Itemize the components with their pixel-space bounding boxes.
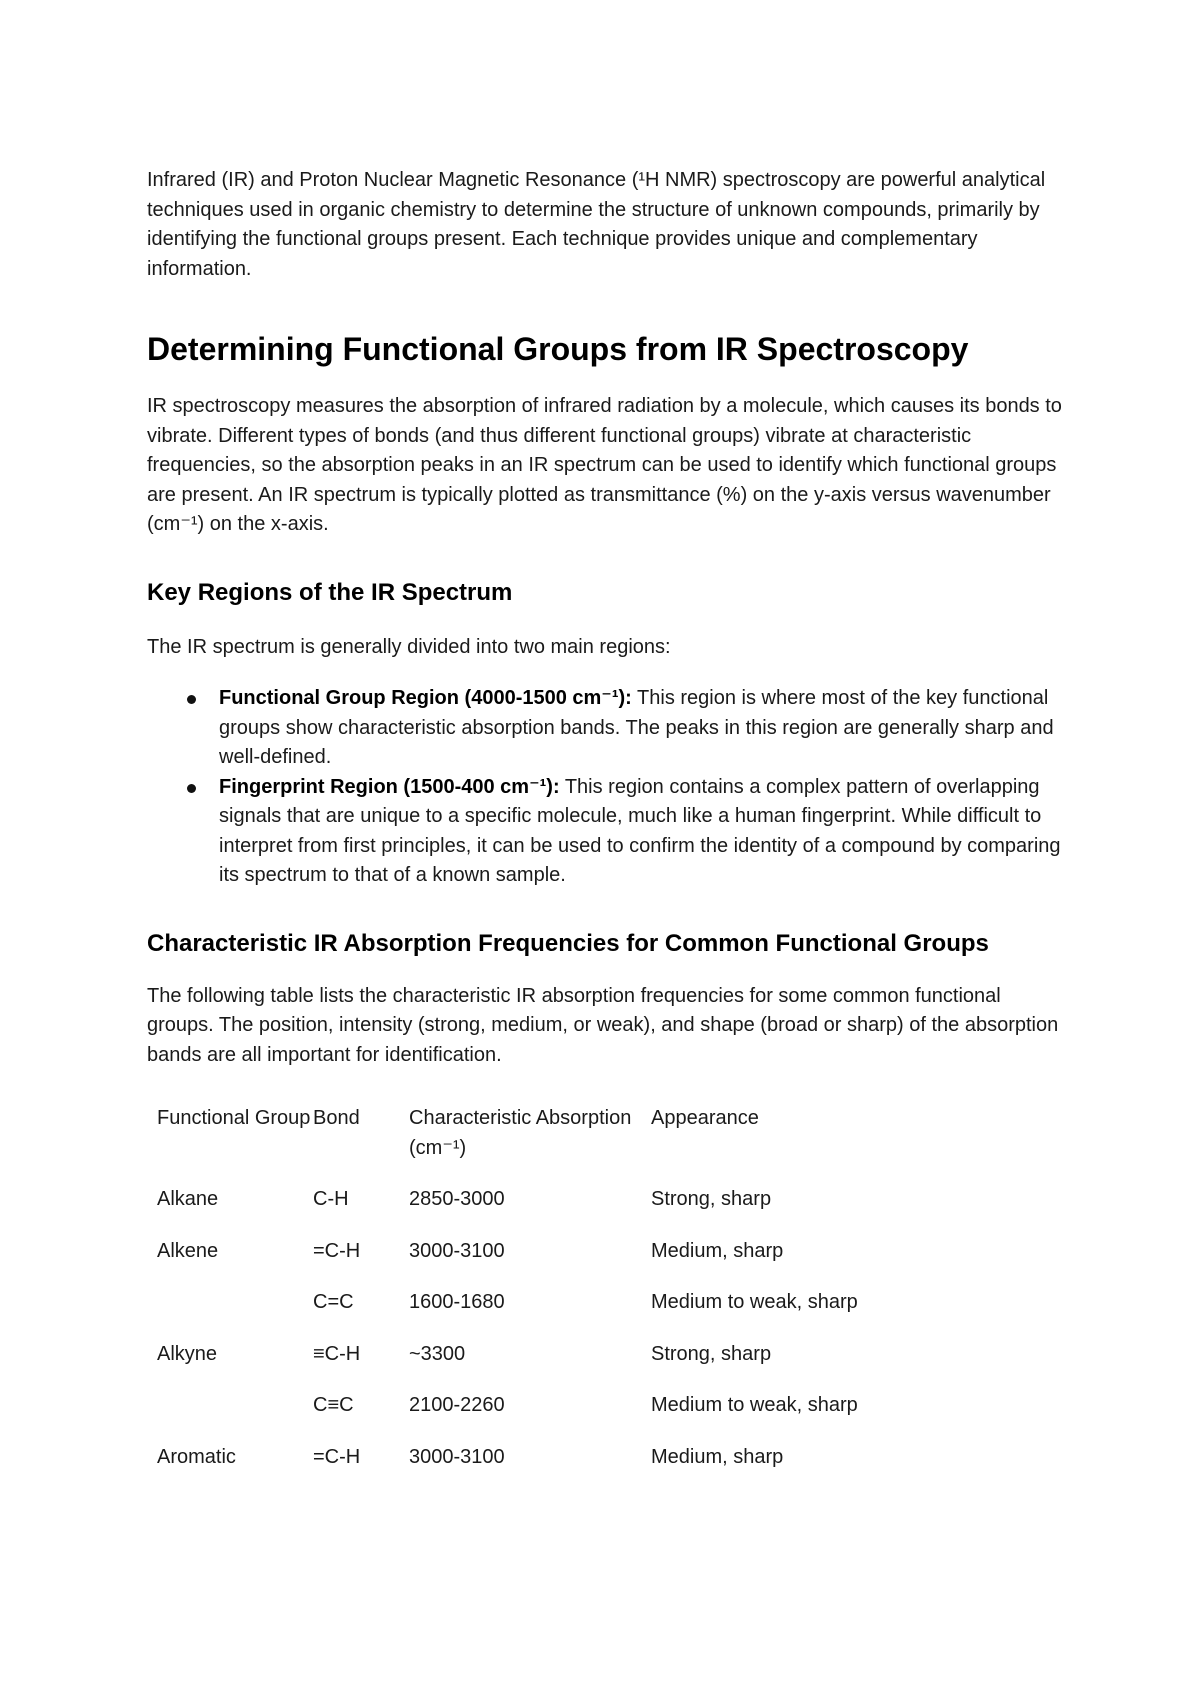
- table-cell: Strong, sharp: [651, 1188, 772, 1210]
- header-cell: Functional Group: [157, 1107, 311, 1129]
- table-cell: 3000-3100: [409, 1445, 505, 1468]
- intro-paragraph: Infrared (IR) and Proton Nuclear Magnetic Resonance (¹H NMR) spectroscopy are powerful analytical techniques used in organic chemistry to determine the structure of unknown compounds, primarily by identifying the functional groups present. Each technique provides unique and complementary information.: [147, 169, 1046, 280]
- region-text: This region contains a complex pattern of overlapping signals that are unique to a specific molecule, much like a human fingerprint. While difficult to interpret from first principles, it can be used to confirm the identity of a compound by comparing its spectrum to that of a known sample.: [219, 775, 1061, 886]
- table-cell: C=C: [313, 1291, 354, 1313]
- table-heading: Characteristic IR Absorption Frequencies for Common Functional Groups: [147, 929, 989, 957]
- table-cell: 2850-3000: [409, 1188, 505, 1210]
- table-cell: Aromatic: [157, 1445, 236, 1468]
- regions-list: [147, 684, 1067, 891]
- table-cell: Medium to weak, sharp: [651, 1291, 858, 1313]
- table-row: [147, 1421, 981, 1473]
- table-cell: Alkyne: [157, 1342, 218, 1365]
- table-cell: =C-H: [313, 1445, 361, 1468]
- table-cell: [147, 1369, 313, 1421]
- ir-paragraph: IR spectroscopy measures the absorption of infrared radiation by a molecule, which causes its bonds to vibrate. Different types of bonds (and thus different functional groups) vibrate at characteristic frequencies, so the absorption peaks in an IR spectrum can be used to identify which functional groups are present. An IR spectrum is typically plotted as transmittance (%) on the y-axis versus wavenumber (cm⁻¹) on the x-axis.: [147, 395, 1062, 535]
- table-cell: Strong, sharp: [651, 1342, 772, 1365]
- table-row: [147, 1215, 981, 1267]
- table-cell: 1600-1680: [409, 1291, 505, 1313]
- table-row: [147, 1369, 981, 1421]
- table-row: [147, 1318, 981, 1370]
- region-title: Fingerprint Region (1500-400 cm⁻¹):: [219, 775, 560, 798]
- table-cell: =C-H: [313, 1239, 361, 1262]
- header-cell: Characteristic Absorption (cm⁻¹): [409, 1107, 632, 1159]
- bullet-icon: [187, 784, 196, 793]
- table-cell: Medium to weak, sharp: [651, 1394, 858, 1416]
- table-cell: Medium, sharp: [651, 1239, 784, 1262]
- table-row: [147, 1266, 981, 1318]
- table-cell: [147, 1266, 313, 1318]
- regions-intro: The IR spectrum is generally divided into two main regions:: [147, 635, 671, 658]
- header-cell: Bond: [313, 1107, 360, 1129]
- table-cell: C-H: [313, 1188, 349, 1210]
- table-cell: Alkane: [157, 1188, 219, 1210]
- table-cell: 2100-2260: [409, 1394, 505, 1416]
- region-title: Functional Group Region (4000-1500 cm⁻¹):: [219, 687, 632, 709]
- table-header-row: [147, 1104, 981, 1163]
- ir-absorption-table: [147, 1104, 981, 1472]
- table-cell: 3000-3100: [409, 1239, 505, 1262]
- table-cell: ~3300: [409, 1342, 466, 1365]
- region-text: This region is where most of the key functional groups show characteristic absorption bands. The peaks in this region are generally sharp and well-defined.: [219, 687, 1054, 768]
- regions-heading: Key Regions of the IR Spectrum: [147, 578, 513, 606]
- bullet-icon: [187, 695, 196, 704]
- table-cell: Alkene: [157, 1239, 219, 1262]
- table-intro: The following table lists the characteristic IR absorption frequencies for some common functional groups. The position, intensity (strong, medium, or weak), and shape (broad or sharp) of the absorption bands are all important for identification.: [147, 984, 1059, 1066]
- table-cell: ≡C-H: [313, 1342, 361, 1365]
- table-cell: C≡C: [313, 1394, 354, 1416]
- main-heading: Determining Functional Groups from IR Spectroscopy: [147, 331, 969, 367]
- header-cell: Appearance: [651, 1107, 759, 1129]
- list-item: [147, 684, 1067, 773]
- list-item: [147, 773, 1067, 891]
- table-row: [147, 1163, 981, 1215]
- table-cell: Medium, sharp: [651, 1445, 784, 1468]
- document-page: [147, 166, 1067, 1472]
